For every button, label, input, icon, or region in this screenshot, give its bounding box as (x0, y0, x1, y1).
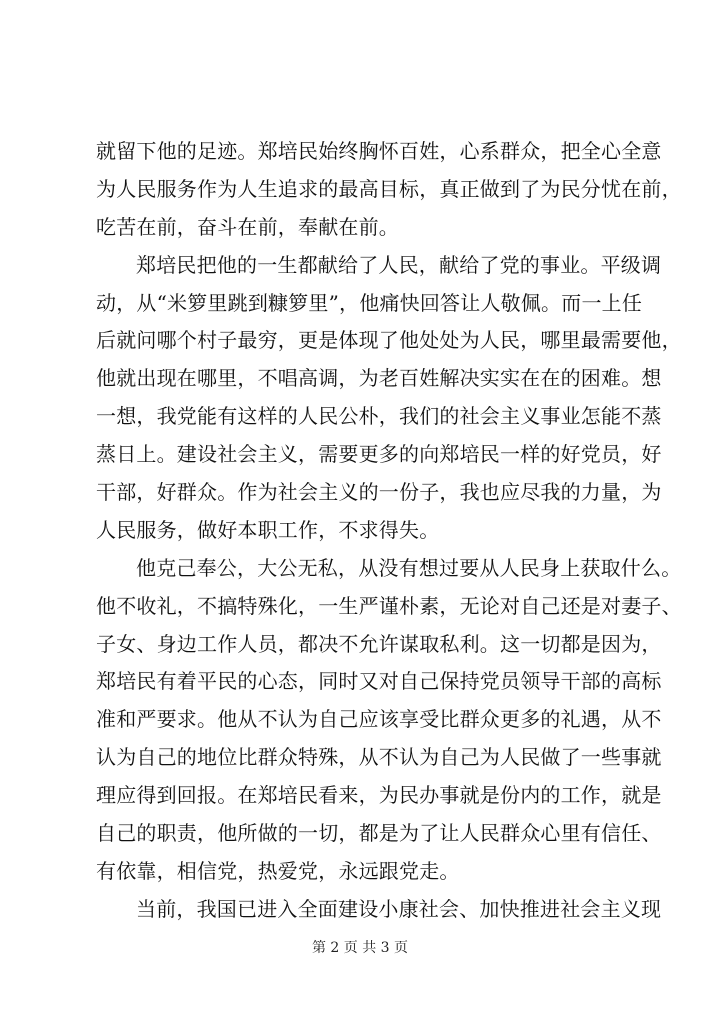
text-line: 后就问哪个村子最穷，更是体现了他处处为人民，哪里最需要他， (96, 328, 682, 353)
text-line: 蒸日上。建设社会主义，需要更多的向郑培民一样的好党员，好 (96, 442, 662, 467)
paragraph-start-line: 郑培民把他的一生都献给了人民，献给了党的事业。平级调 (136, 252, 662, 277)
text-line: 准和严要求。他从不认为自己应该享受比群众更多的礼遇，从不 (96, 707, 662, 732)
text-line: 有依靠，相信党，热爱党，永远跟党走。 (96, 858, 460, 883)
text-line: 人民服务，做好本职工作，不求得失。 (96, 517, 440, 542)
text-line: 郑培民有着平民的心态，同时又对自己保持党员领导干部的高标 (96, 669, 662, 694)
text-line: 他不收礼，不搞特殊化，一生严谨朴素，无论对自己还是对妻子、 (96, 593, 682, 618)
text-line: 吃苦在前，奋斗在前，奉献在前。 (96, 214, 399, 239)
text-line: 认为自己的地位比群众特殊，从不认为自己为人民做了一些事就 (96, 745, 662, 770)
text-line: 一想，我党能有这样的人民公朴，我们的社会主义事业怎能不蒸 (96, 404, 662, 429)
text-line: 理应得到回报。在郑培民看来，为民办事就是份内的工作，就是 (96, 783, 662, 808)
text-line: 就留下他的足迹。郑培民始终胸怀百姓，心系群众，把全心全意 (96, 139, 662, 163)
text-line: 为人民服务作为人生追求的最高目标，真正做到了为民分忧在前， (96, 176, 682, 201)
text-line: 自己的职责，他所做的一切，都是为了让人民群众心里有信任、 (96, 821, 662, 846)
text-line: 动，从“米箩里跳到糠箩里”，他痛快回答让人敬佩。而一上任 (96, 290, 643, 315)
text-line: 他就出现在哪里，不唱高调，为老百姓解决实实在在的困难。想 (96, 366, 662, 391)
text-line: 子女、身边工作人员，都决不允许谋取私利。这一切都是因为， (96, 631, 662, 656)
page-number: 第 2 页 共 3 页 (311, 940, 409, 956)
paragraph-start-line: 他克己奉公，大公无私，从没有想过要从人民身上获取什么。 (136, 555, 682, 580)
document-body (96, 133, 682, 929)
text-line: 干部，好群众。作为社会主义的一份子，我也应尽我的力量，为 (96, 480, 662, 505)
paragraph-start-line: 当前，我国已进入全面建设小康社会、加快推进社会主义现 (136, 896, 662, 921)
